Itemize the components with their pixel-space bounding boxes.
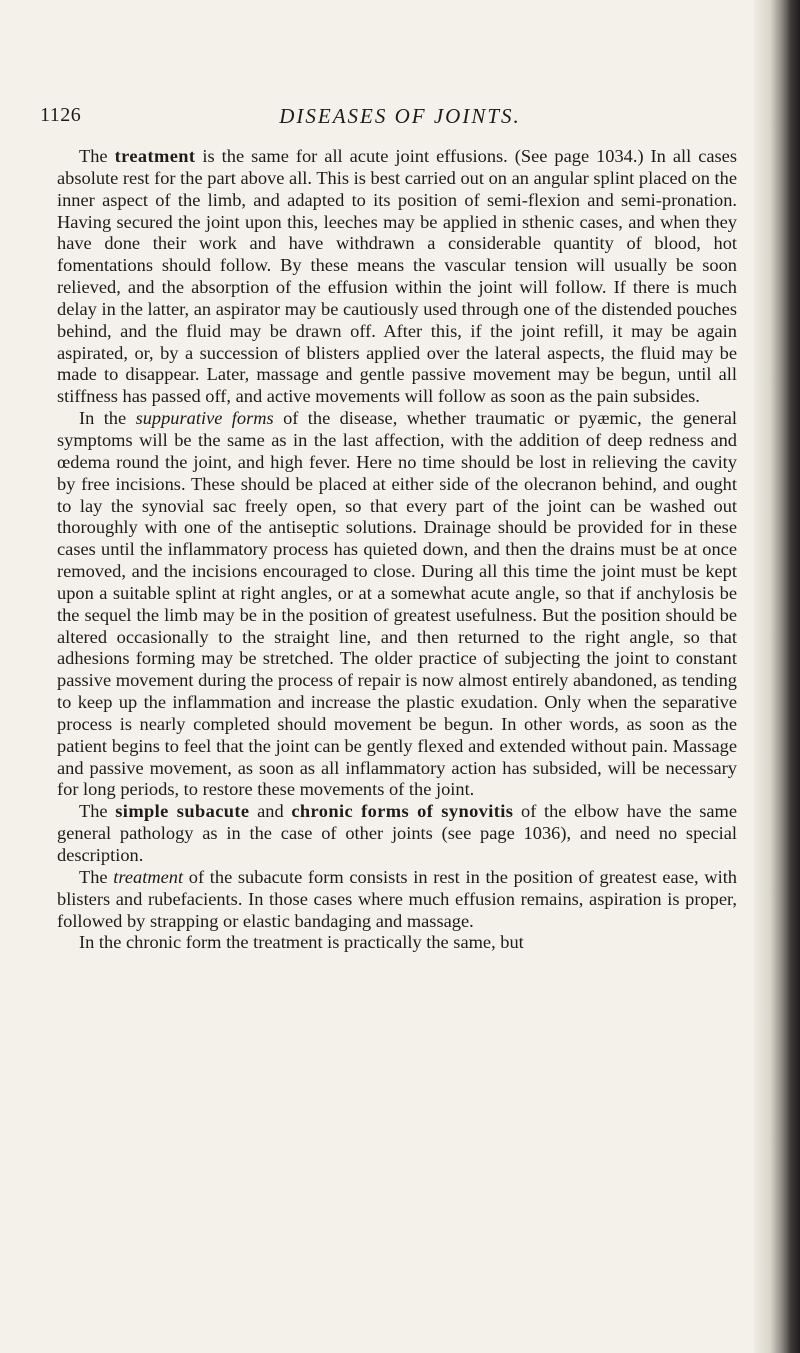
page-number: 1126 (40, 104, 82, 126)
paragraph-prefix: The (79, 801, 116, 822)
paragraph-treatment (57, 146, 737, 408)
paragraph-chronic-treatment (57, 932, 737, 954)
body-text (57, 146, 737, 954)
paragraph-text: of the elbow have the same general pathology as in the case of other joints (see page 1036), and need no special description. (57, 801, 737, 865)
paragraph-prefix: The (79, 146, 115, 166)
binding-edge (754, 0, 800, 1353)
italic-term: suppurative forms (135, 408, 274, 429)
italic-term: treatment (113, 866, 184, 887)
paragraph-prefix: The (79, 866, 114, 887)
paragraph-text: of the disease, whether traumatic or pyæmic, the general symptoms will be the same as in the last affection, with the addition of deep redness and œdema round the joint, and high fever. Here no time should be lost in relieving the cavity by free incisions. These should be placed at either side of the olecranon behind, and ought to lay the synovial sac freely open, so that every part of the joint can be washed out thoroughly with one of the antiseptic solutions. Drainage should be provided for in these cases until the inflammatory process has quieted down, and then the drains must be at once removed, and the incisions encouraged to close. During all this time the joint must be kept upon a suitable splint at right angles, or at a somewhat acute angle, so that if anchylosis be the sequel the limb may be in the position of greatest usefulness. But the position should be altered occasionally to the straight line, and then returned to the right angle, so that adhesions forming may be stretched. The older practice of subjecting the joint to constant passive movement during the process of repair is now almost entirely abandoned, as tending to keep up the inflammation and increase the plastic exudation. Only when the separative process is nearly completed should movement be begun. In other words, as soon as the patient begins to feel that the joint can be gently flexed and extended without pain. Massage and passive movement, as soon as all inflammatory action has subsided, will be necessary for long periods, to restore these movements of the joint. (57, 408, 738, 800)
bold-term: simple subacute (115, 801, 250, 822)
paragraph-text: In the chronic form the treatment is practically the same, but (79, 932, 524, 953)
page-header (40, 104, 740, 138)
paragraph-text: of the subacute form consists in rest in the position of greatest ease, with blisters and rubefacients. In those cases where much effusion remains, aspiration is proper, followed by strapping or elastic bandaging and massage. (57, 866, 737, 931)
bold-term: chronic forms of synovitis (291, 801, 514, 822)
bold-term: treatment (114, 146, 196, 166)
paragraph-text: and (249, 801, 292, 822)
paragraph-chronic-synovitis (57, 801, 737, 867)
paragraph-prefix: In the (79, 408, 136, 429)
paragraph-subacute-treatment (57, 867, 737, 933)
paragraph-suppurative (57, 408, 737, 801)
paragraph-text: is the same for all acute joint effusions. (See page 1034.) In all cases absolute rest for the part above all. This is best carried out on an angular splint placed on the inner aspect of the limb, and adapted to its position of semi-flexion and semi-pronation. Having secured the joint upon this, leeches may be applied in sthenic cases, and when they have done their work and have withdrawn a considerable quantity of blood, hot fomentations should follow. By these means the vascular tension will usually be soon relieved, and the absorption of the effusion within the joint will follow. If there is much delay in the latter, an aspirator may be cautiously used through one of the distended pouches behind, and the fluid may be drawn off. After this, if the joint refill, it may be again aspirated, or, by a succession of blisters applied over the lateral aspects, the fluid may be made to disappear. Later, massage and gentle passive movement may be begun, until all stiffness has passed off, and active movements will follow as soon as the pain subsides. (57, 146, 737, 407)
running-head: DISEASES OF JOINTS. (279, 104, 521, 128)
